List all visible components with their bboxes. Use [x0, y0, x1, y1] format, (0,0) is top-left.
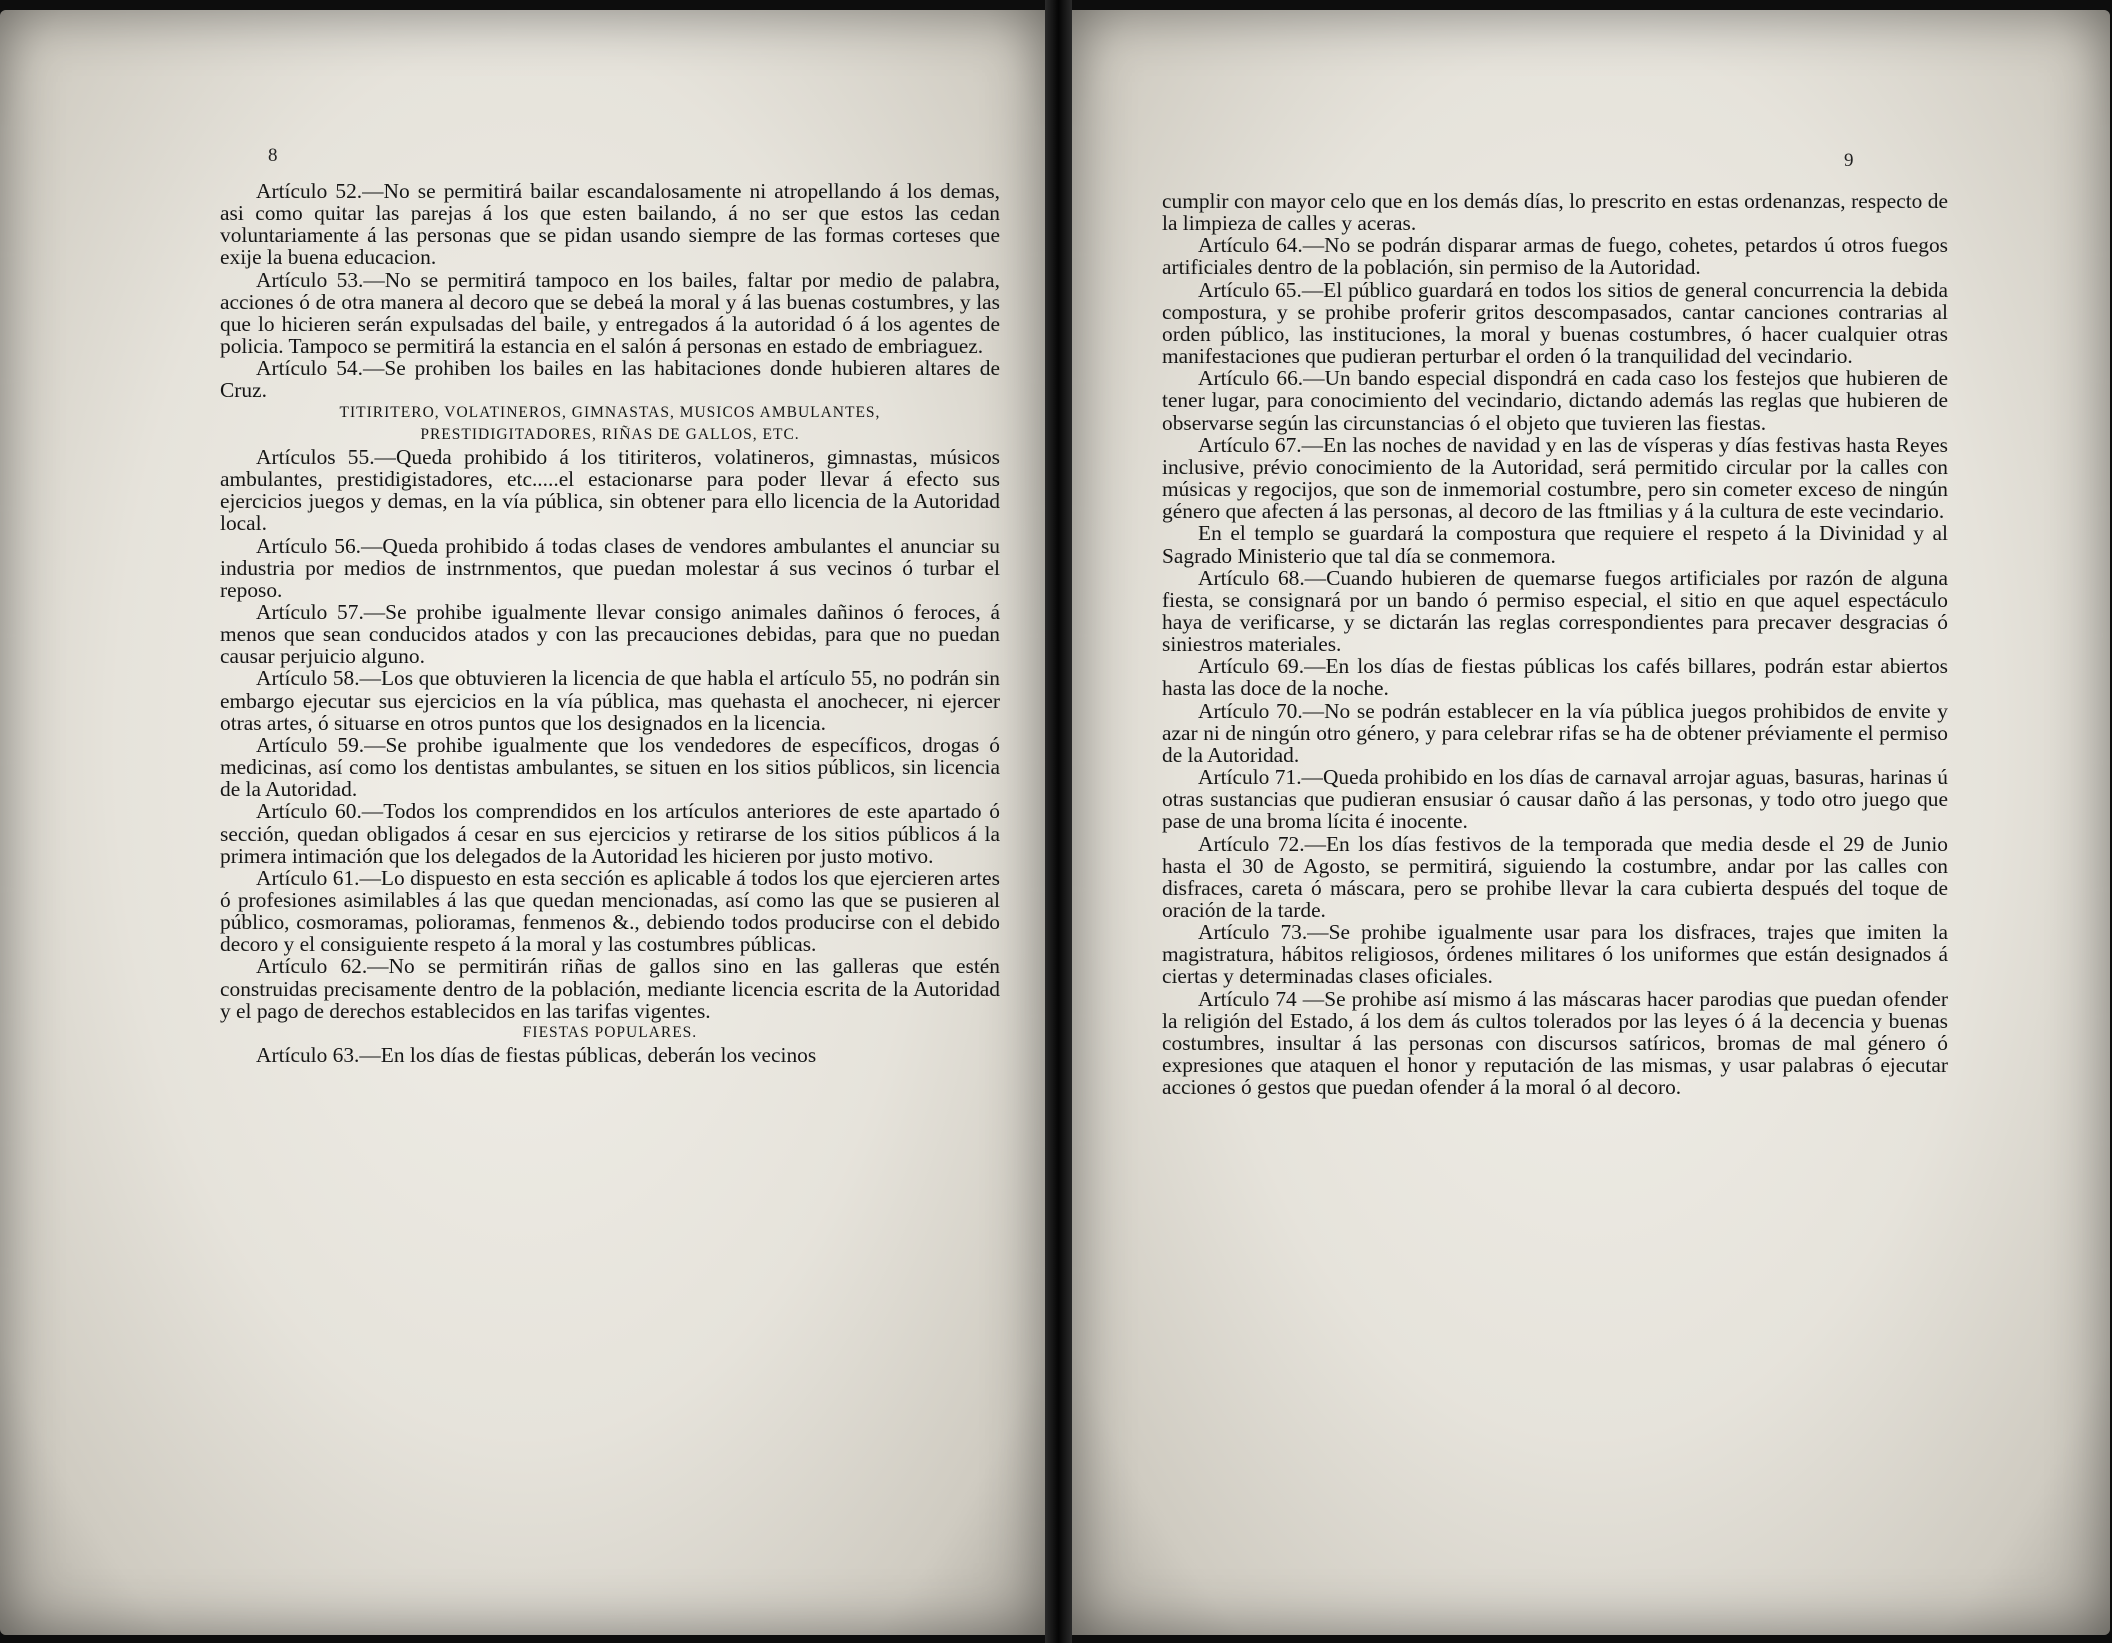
section-heading: TITIRITERO, VOLATINEROS, GIMNASTAS, MUSICOS AMBULANTES,: [339, 403, 881, 421]
right-page-text: [1162, 190, 1948, 1098]
section-heading: PRESTIDIGITADORES, RIÑAS DE GALLOS, ETC.: [420, 425, 800, 443]
article-paragraph: Artículo 65.—El público guardará en todos los sitios de general concurrencia la debida compostura, y se prohibe proferir gritos descompasados, cantar canciones contrarias al orden público, las instituciones, la moral y buenas costumbres, ó hacer cualquier otras manifestaciones que pudieran perturbar el orden ó la tranquilidad del vecindario.: [1162, 277, 1948, 369]
page-number: 8: [268, 145, 278, 166]
book-gutter: [1045, 0, 1072, 1643]
article-paragraph: Artículo 52.—No se permitirá bailar escandalosamente ni atropellando á los demas, asi como quitar las parejas á los que esten bailando, á no ser que estos las cedan voluntariamente á las personas que se pidan usando siempre de las formas corteses que exije la buena educacion.: [220, 179, 1000, 270]
article-paragraph: Artículo 56.—Queda prohibido á todas clases de vendores ambulantes el anunciar su industria por medios de instrnmentos, que puedan molestar á sus vecinos ó turbar el reposo.: [220, 533, 1000, 602]
article-paragraph: Artículo 53.—No se permitirá tampoco en los bailes, faltar por medio de palabra, acciones ó de otra manera al decoro que se debeá la moral y á las buenas costumbres, y las que lo hicieren serán expulsadas del baile, y entregados á la autoridad ó á los agentes de policia. Tampoco se permitirá la estancia en el salón á personas en estado de embriaguez.: [220, 267, 1000, 359]
article-paragraph: Artículo 70.—No se podrán establecer en la vía pública juegos prohibidos de envite y azar ni de ningún otro género, y para celebrar rifas se ha de obtener préviamente el permiso de la Autoridad.: [1162, 698, 1948, 767]
article-paragraph: Artículo 57.—Se prohibe igualmente llevar consigo animales dañinos ó feroces, á menos que sean conducidos atados y con las precauciones debidas, para que no puedan causar perjuicio alguno.: [220, 599, 1000, 669]
left-page-text: [220, 180, 1000, 1066]
right-page: [1072, 10, 2110, 1635]
article-paragraph: Artículo 68.—Cuando hubieren de quemarse fuegos artificiales por razón de alguna fiesta, se consignará por un bando ó permiso especial, el sitio en que aquel espectáculo haya de verificarse, y se dictarán las reglas correspondientes para precaver desgracias ó siniestros materiales.: [1162, 565, 1948, 657]
section-heading: FIESTAS POPULARES.: [522, 1023, 698, 1041]
article-paragraph: Artículo 73.—Se prohibe igualmente usar para los disfraces, trajes que imiten la magistratura, hábitos religiosos, órdenes militares ó los uniformes que están designados á ciertas y determinadas clases oficiales.: [1162, 920, 1948, 989]
article-paragraph: Artículo 66.—Un bando especial dispondrá en cada caso los festejos que hubieren de tener lugar, para conocimiento del vecindario, dictando además las reglas que hubieren de observarse según las circunstancias ó el objeto que tuvieren las fiestas.: [1162, 366, 1948, 435]
article-paragraph: Artículo 59.—Se prohibe igualmente que los vendedores de específicos, drogas ó medicinas, así como los dentistas ambulantes, se situen en los sitios públicos, sin licencia de la Autoridad.: [220, 732, 1000, 802]
article-paragraph: Artículo 63.—En los días de fiestas públicas, deberán los vecinos: [256, 1043, 817, 1068]
page-number: 9: [1844, 150, 1854, 171]
article-paragraph: Artículo 67.—En las noches de navidad y en las de vísperas y días festivas hasta Reyes inclusive, prévio conocimiento de la Autoridad, será permitido circular por la calles con músicas y regocijos, que son de inmemorial costumbre, pero sin cometer exceso de ningún género que afecten á las personas, al decoro de las ftmilias y á la cultura de este vecindario.: [1162, 432, 1948, 524]
article-paragraph: Artículo 62.—No se permitirán riñas de gallos sino en las galleras que estén construidas precisamente dentro de la población, mediante licencia escrita de la Autoridad y el pago de derechos establecidos en las tarifas vigentes.: [220, 954, 1000, 1023]
article-paragraph: Artículo 61.—Lo dispuesto en esta sección es aplicable á todos los que ejercieren artes ó profesiones asimilables á las que quedan mencionadas, así como las que se pusieren al público, cosmoramas, polioramas, fenmenos &., debiendo todos producirse con el debido decoro y el consiguiente respeto á la moral y las costumbres públicas.: [220, 865, 1000, 957]
article-paragraph: Artículo 74 —Se prohibe así mismo á las máscaras hacer parodias que puedan ofender la religión del Estado, á los dem ás cultos tolerados por las leyes ó á la decencia y buenas costumbres, insultar á las personas con discursos satíricos, bromas de mal género ó expresiones que ataquen el honor y reputación de las mismas, y usar palabras ó ejecutar acciones ó gestos que puedan ofender á la moral ó al decoro.: [1162, 986, 1948, 1100]
article-paragraph: Artículo 71.—Queda prohibido en los días de carnaval arrojar aguas, basuras, harinas ú otras sustancias que pudieran ensusiar ó causar daño á las personas, y todo otro juego que pase de una broma lícita é inocente.: [1162, 765, 1948, 834]
article-paragraph: Artículo 54.—Se prohiben los bailes en las habitaciones donde hubieren altares de Cruz.: [220, 356, 1000, 403]
article-paragraph: En el templo se guardará la compostura que requiere el respeto á la Divinidad y al Sagrado Ministerio que tal día se conmemora.: [1162, 521, 1948, 568]
article-paragraph: Artículos 55.—Queda prohibido á los titiriteros, volatineros, gimnastas, músicos ambulantes, prestidigistadores, etc.....el estacionarse para poder llevar á efecto sus ejercicios juegos y demas, en la vía pública, sin obtener para ello licencia de la Autoridad local.: [220, 444, 1000, 536]
article-paragraph: Artículo 64.—No se podrán disparar armas de fuego, cohetes, petardos ú otros fuegos artificiales dentro de la población, sin permiso de la Autoridad.: [1162, 233, 1948, 280]
article-paragraph: Artículo 60.—Todos los comprendidos en los artículos anteriores de este apartado ó sección, quedan obligados á cesar en sus ejercicios y retirarse de los sitios públicos á la primera intimación que los delegados de la Autoridad les hicieren por justo motivo.: [220, 799, 1000, 868]
left-page: [0, 10, 1045, 1635]
article-paragraph: cumplir con mayor celo que en los demás días, lo prescrito en estas ordenanzas, respecto de la limpieza de calles y aceras.: [1162, 189, 1948, 236]
article-paragraph: Artículo 72.—En los días festivos de la temporada que media desde el 29 de Junio hasta el 30 de Agosto, se permitirá, siguiendo la costumbre, andar por las calles con disfraces, careta ó máscara, pero se prohibe llevar la cara cubierta después del toque de oración de la tarde.: [1162, 831, 1948, 922]
article-paragraph: Artículo 58.—Los que obtuvieren la licencia de que habla el artículo 55, no podrán sin embargo ejecutar sus ejercicios en la vía pública, mas quehasta el anochecer, ni ejercer otras artes, ó situarse en otros puntos que los designados en la licencia.: [220, 666, 1000, 735]
article-paragraph: Artículo 69.—En los días de fiestas públicas los cafés billares, podrán estar abiertos hasta las doce de la noche.: [1162, 654, 1948, 701]
